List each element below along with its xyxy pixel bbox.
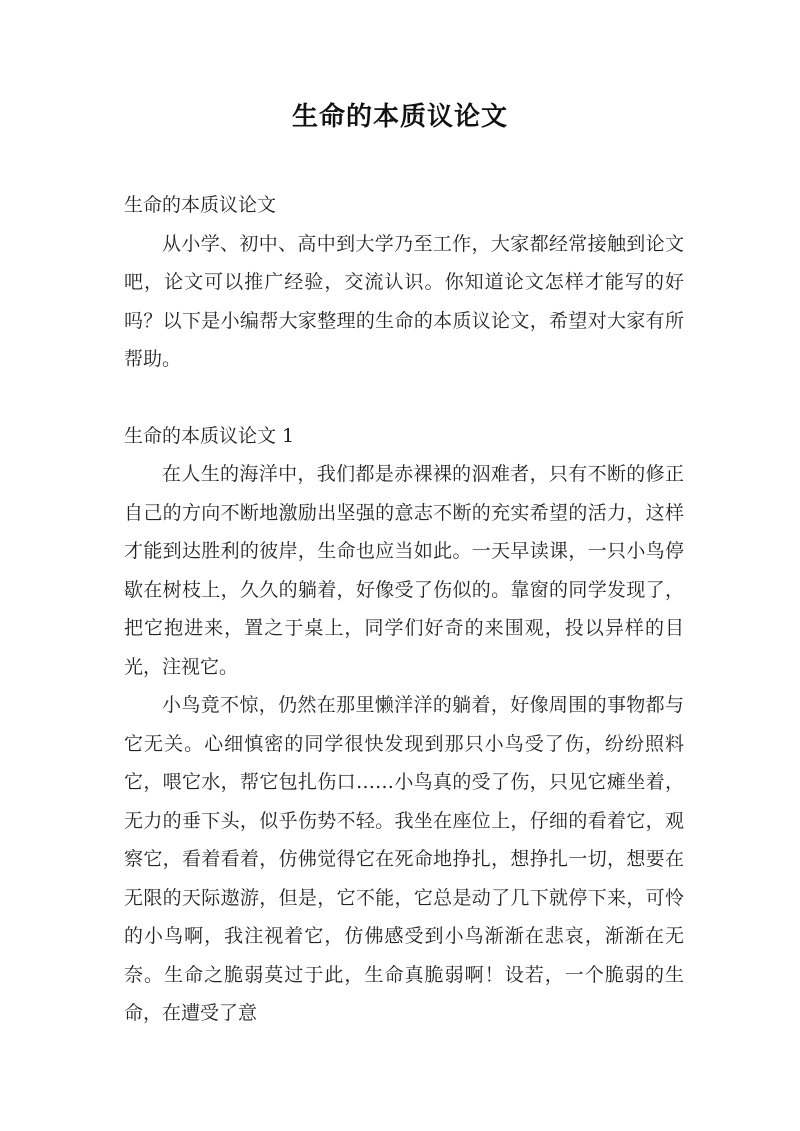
- intro-paragraph: 从小学、初中、高中到大学乃至工作，大家都经常接触到论文吧，论文可以推广经验，交流认识。你知道论文怎样才能写的好吗？以下是小编帮大家整理的生命的本质议论文，希望对大家有所帮助。: [124, 232, 684, 370]
- section1-paragraph-1: 在人生的海洋中，我们都是赤裸裸的泅难者，只有不断的修正自己的方向不断地激励出坚强的意志不断的充实希望的活力，这样才能到达胜利的彼岸，生命也应当如此。一天早读课，一只小鸟停歇在树枝上，久久的躺着，好像受了伤似的。靠窗的同学发现了，把它抱进来，置之于桌上，同学们好奇的来围观，投以异样的目光，注视它。: [124, 463, 684, 678]
- section1-paragraph-2: 小鸟竟不惊，仍然在那里懒洋洋的躺着，好像周围的事物都与它无关。心细慎密的同学很快发现到那只小鸟受了伤，纷纷照料它，喂它水，帮它包扎伤口……小鸟真的受了伤，只见它瘫坐着，无力的垂下头，似乎伤势不轻。我坐在座位上，仔细的看着它，观察它，看着看着，仿佛觉得它在死命地挣扎，想挣扎一切，想要在无限的天际遨游，但是，它不能，它总是动了几下就停下来，可怜的小鸟啊，我注视着它，仿佛感受到小鸟渐渐在悲哀，渐渐在无奈。生命之脆弱莫过于此，生命真脆弱啊！设若，一个脆弱的生命，在遭受了意: [124, 694, 684, 1024]
- section-spacer: [124, 379, 684, 417]
- intro-heading: 生命的本质议论文: [124, 194, 277, 216]
- section1-heading: 生命的本质议论文 1: [124, 424, 295, 447]
- document-body: [124, 186, 684, 1033]
- document-title: 生命的本质议论文: [291, 102, 508, 132]
